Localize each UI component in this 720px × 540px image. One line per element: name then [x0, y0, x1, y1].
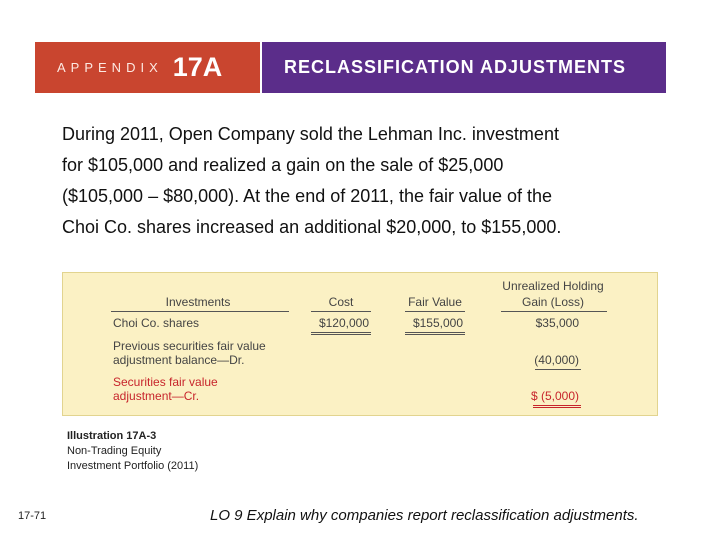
total-rule — [533, 407, 581, 408]
header-rule — [501, 311, 607, 312]
row-label: adjustment—Cr. — [113, 389, 200, 403]
paragraph-line: for $105,000 and realized a gain on the sale of $25,000 — [62, 155, 504, 175]
caption-line: Investment Portfolio (2011) — [67, 460, 199, 472]
row-gain: $35,000 — [535, 316, 579, 330]
appendix-banner — [35, 42, 260, 93]
total-rule — [533, 405, 581, 406]
illustration-table — [62, 272, 658, 416]
header-gain-line1: Unrealized Holding — [502, 279, 604, 293]
caption-title: Illustration 17A-3 — [67, 430, 157, 442]
caption-line: Non-Trading Equity — [67, 445, 162, 457]
header-investments: Investments — [165, 295, 231, 309]
appendix-label: APPENDIX — [57, 60, 163, 75]
row-gain: $ (5,000) — [530, 389, 579, 403]
row-label: adjustment balance—Dr. — [113, 353, 245, 367]
total-rule — [311, 332, 371, 333]
total-rule — [311, 334, 371, 335]
subtotal-rule — [535, 369, 581, 370]
header-gain-line2: Gain (Loss) — [521, 295, 585, 309]
slide-number: 17-71 — [18, 510, 47, 522]
learning-objective: LO 9 Explain why companies report reclassification adjustments. — [210, 507, 639, 524]
page-title: RECLASSIFICATION ADJUSTMENTS — [284, 57, 627, 77]
body-paragraph — [62, 119, 682, 243]
paragraph-line: ($105,000 – $80,000). At the end of 2011, the fair value of the — [62, 186, 553, 206]
row-label: Choi Co. shares — [113, 316, 200, 330]
row-cost: $120,000 — [318, 316, 369, 330]
header-rule — [311, 311, 371, 312]
paragraph-line: Choi Co. shares increased an additional $20,000, to $155,000. — [62, 217, 562, 237]
illustration-caption — [67, 429, 198, 474]
header-rule — [111, 311, 289, 312]
header-rule — [405, 311, 465, 312]
total-rule — [405, 332, 465, 333]
row-label: Previous securities fair value — [113, 339, 266, 353]
appendix-number: 17A — [172, 52, 223, 82]
row-gain: (40,000) — [534, 353, 579, 367]
header-fair-value: Fair Value — [408, 295, 462, 309]
row-fair-value: $155,000 — [412, 316, 463, 330]
total-rule — [405, 334, 465, 335]
paragraph-line: During 2011, Open Company sold the Lehman Inc. investment — [62, 124, 559, 144]
header-cost: Cost — [328, 295, 354, 309]
row-label: Securities fair value — [113, 375, 218, 389]
title-banner — [262, 42, 666, 93]
